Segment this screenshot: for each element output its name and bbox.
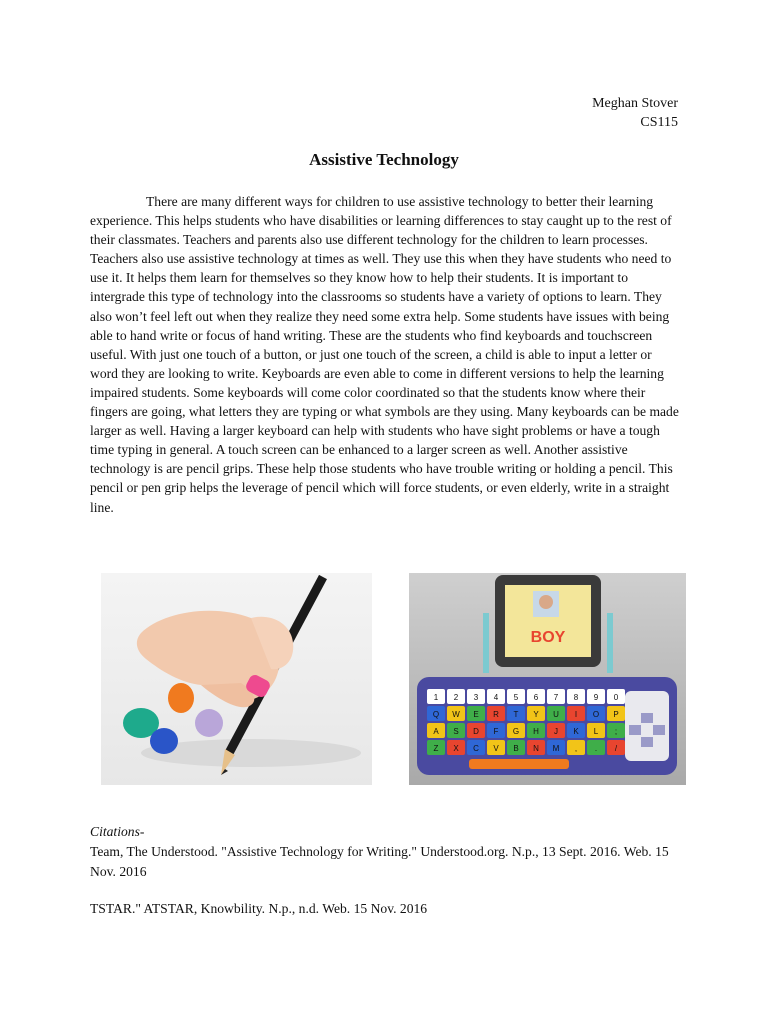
key-label: J <box>554 727 558 736</box>
arrow-right-key <box>653 725 665 735</box>
course-code: CS115 <box>640 115 678 130</box>
stand-right <box>607 613 613 673</box>
key-label: G <box>512 727 520 736</box>
key-label: U <box>553 710 559 719</box>
key-label: 3 <box>473 693 479 702</box>
key-label: . <box>594 744 598 753</box>
key-label: P <box>613 710 619 719</box>
key-label: Y <box>533 710 539 719</box>
key-label: 1 <box>433 693 439 702</box>
key-label: , <box>574 744 578 753</box>
key-label: F <box>493 727 499 736</box>
body-paragraph: There are many different ways for children to use assistive technology to better their learning experience. This helps students who have disabilities or learning differences to stay caught up to the rest of their classmates. Teachers and parents also use different technology for the children to learn processes. Teachers also use assistive technology at times as well. They use this when they have students who need to use it. It helps them learn for themselves so they know how to help their students. It is important to intergrade this type of technology into the classrooms so students have a variety of options to learn. They also won’t feel left out when they realize they need some extra help. Some students have issues with being able to hand write or focus of hand writing. These are the students who find keyboards and touchscreen useful. With just one touch of a button, or just one touch of the screen, a child is able to input a letter or word they are looking to write. Keyboards are even able to come in different versions to help the learning impaired students. Some keyboards will come color coordinated so that the students know where their fingers are going, what letters they are typing or what symbols are they using. Many keyboards can be made larger as well. Having a larger keyboard can help with students who have sight problems or have a tough time typing in general. A touch screen can be enhanced to a larger screen as well. Another assistive technology is are pencil grips. These help those students who have trouble writing or holding a pencil. This pencil or pen grip helps the leverage of pencil which will force students, or even elderly, write in a straight line. <box>90 194 679 515</box>
key-label: 7 <box>553 693 559 702</box>
key-label: 6 <box>533 693 539 702</box>
key-label: D <box>473 727 479 736</box>
child-face-icon <box>539 595 553 609</box>
citations-label: Citations- <box>90 824 145 839</box>
key-label: Q <box>432 710 440 719</box>
key-label: 0 <box>613 693 619 702</box>
key-label: O <box>592 710 600 719</box>
citation-entry-1: Team, The Understood. "Assistive Technology for Writing." Understood.org. N.p., 13 Sept. 2016. Web. 15 Nov. 2016 <box>90 844 669 879</box>
citation-entry-2: TSTAR." ATSTAR, Knowbility. N.p., n.d. Web. 15 Nov. 2016 <box>90 901 428 916</box>
pencil-grip-photo <box>101 573 372 785</box>
key-label: L <box>593 727 599 736</box>
key-label: K <box>573 727 579 736</box>
pencil-grip-illustration <box>101 573 372 785</box>
key-label: 9 <box>593 693 599 702</box>
document-title: Assistive Technology <box>309 150 459 169</box>
key-label: ; <box>614 727 618 736</box>
stand-left <box>483 613 489 673</box>
key-label: Z <box>433 744 439 753</box>
tablet-word: BOY <box>530 629 566 646</box>
key-label: 5 <box>513 693 519 702</box>
arrow-left-key <box>629 725 641 735</box>
key-label: A <box>433 727 439 736</box>
key-label: I <box>574 710 578 719</box>
key-label: C <box>473 744 479 753</box>
space-bar <box>469 759 569 769</box>
key-label: S <box>453 727 459 736</box>
keyboard-tablet-illustration <box>409 573 686 785</box>
key-label: 8 <box>573 693 579 702</box>
key-label: X <box>453 744 459 753</box>
key-label: / <box>614 744 618 753</box>
key-label: N <box>533 744 539 753</box>
key-label: B <box>513 744 519 753</box>
blue-grip <box>150 728 178 754</box>
key-label: M <box>552 744 560 753</box>
key-label: H <box>533 727 539 736</box>
orange-grip <box>168 683 194 713</box>
key-label: R <box>493 710 499 719</box>
key-label: E <box>473 710 479 719</box>
key-label: 2 <box>453 693 459 702</box>
arrow-down-key <box>641 737 653 747</box>
keyboard-tablet-photo <box>409 573 686 785</box>
citations-section <box>90 822 690 919</box>
purple-grip <box>195 709 223 737</box>
key-label: V <box>493 744 499 753</box>
author-name: Meghan Stover <box>592 96 678 111</box>
arrow-up-key <box>641 713 653 723</box>
key-label: W <box>452 710 460 719</box>
document-header <box>592 94 678 132</box>
key-label: 4 <box>493 693 499 702</box>
key-label: T <box>513 710 519 719</box>
